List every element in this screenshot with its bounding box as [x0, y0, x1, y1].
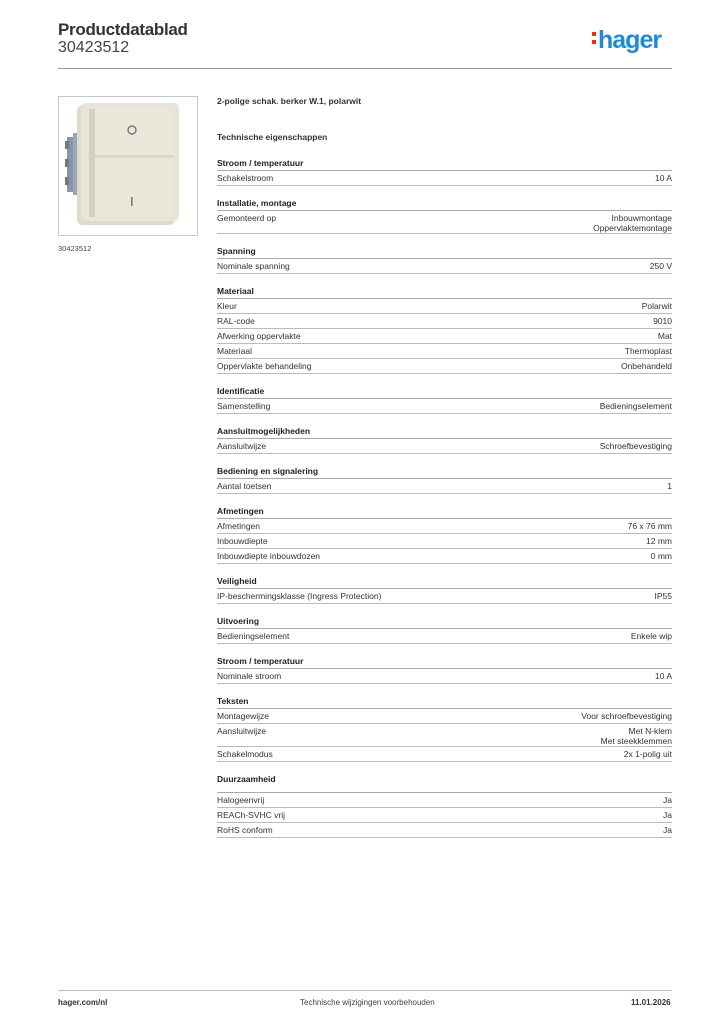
- spec-value: [667, 481, 672, 493]
- spec-label: Halogeenvrij: [217, 795, 265, 805]
- spec-value-line: Ja: [663, 795, 672, 805]
- spec-value: [581, 711, 672, 723]
- footer-divider: [58, 990, 672, 991]
- spec-label: Inbouwdiepte inbouwdozen: [217, 551, 321, 561]
- spec-group: [217, 158, 672, 186]
- spec-row: [217, 724, 672, 747]
- spec-value-line: Thermoplast: [624, 346, 672, 356]
- spec-group: [217, 616, 672, 644]
- spec-row: [217, 211, 672, 234]
- spec-row: [217, 344, 672, 359]
- spec-label: Schakelstroom: [217, 173, 274, 183]
- spec-group-title: Veiligheid: [217, 576, 672, 589]
- spec-value: [658, 331, 672, 343]
- spec-group-title: Installatie, montage: [217, 198, 672, 211]
- spec-value: [650, 261, 672, 273]
- product-image: [58, 96, 198, 236]
- spec-value: [625, 346, 672, 358]
- spec-row: [217, 549, 672, 564]
- document-title: Productdatablad: [58, 20, 188, 39]
- spec-value-line: Ja: [663, 825, 672, 835]
- spec-group: [217, 656, 672, 684]
- technical-properties-heading: Technische eigenschappen: [217, 132, 328, 142]
- spec-value-line: Mat: [657, 331, 672, 341]
- spec-group: [217, 696, 672, 762]
- spec-group: [217, 426, 672, 454]
- product-name: 2-polige schak. berker W.1, polarwit: [217, 96, 362, 106]
- spec-row: [217, 709, 672, 724]
- spec-value-line: 76 x 76 mm: [627, 521, 672, 531]
- spec-row: [217, 314, 672, 329]
- spec-group-title: Identificatie: [217, 386, 672, 399]
- spec-row: [217, 589, 672, 604]
- spec-label: Afmetingen: [217, 521, 260, 531]
- spec-row: [217, 823, 672, 838]
- spec-label: IP-beschermingsklasse (Ingress Protection): [217, 591, 382, 601]
- spec-value: [628, 521, 672, 533]
- spec-group: [217, 774, 672, 838]
- spec-value: [655, 671, 672, 683]
- spec-value-line: 1: [667, 481, 672, 491]
- spec-label: Gemonteerd op: [217, 213, 277, 223]
- spec-value: [631, 631, 672, 643]
- spec-groups: [217, 158, 672, 838]
- spec-value-line: 250 V: [649, 261, 672, 271]
- spec-value: [663, 795, 672, 807]
- spec-value: [655, 591, 673, 603]
- spec-value: [663, 810, 672, 822]
- spec-group-title: Uitvoering: [217, 616, 672, 629]
- spec-label: Aantal toetsen: [217, 481, 272, 491]
- spec-value: [642, 301, 672, 313]
- spec-label: Schakelmodus: [217, 749, 273, 759]
- spec-value-line: Ja: [663, 810, 672, 820]
- spec-row: [217, 534, 672, 549]
- spec-group-title: Materiaal: [217, 286, 672, 299]
- spec-row: [217, 793, 672, 808]
- spec-group-title: Stroom / temperatuur: [217, 656, 672, 669]
- spec-row: [217, 399, 672, 414]
- spec-value-line: Met N-klem: [628, 726, 672, 736]
- spec-row: [217, 299, 672, 314]
- spec-value-line: 10 A: [654, 671, 672, 681]
- spec-value-line: 12 mm: [646, 536, 672, 546]
- i-symbol-icon: [129, 195, 135, 209]
- logo-text: hager: [598, 26, 662, 54]
- spec-label: REACh-SVHC vrij: [217, 810, 286, 820]
- spec-value: [600, 441, 672, 453]
- logo-dots-icon: [592, 32, 596, 48]
- spec-value-line: Enkele wip: [630, 631, 672, 641]
- spec-value: [646, 536, 672, 548]
- spec-label: Bedieningselement: [217, 631, 290, 641]
- spec-row: [217, 629, 672, 644]
- spec-value-line: IP55: [654, 591, 672, 601]
- spec-value-line: 0 mm: [650, 551, 672, 561]
- spec-row: [217, 669, 672, 684]
- spec-label: Montagewijze: [217, 711, 269, 721]
- specifications: [217, 96, 672, 838]
- spec-value: [624, 749, 672, 761]
- spec-value: [593, 213, 672, 233]
- spec-value-line: Met steekklemmen: [600, 736, 672, 746]
- spec-group-title: Bediening en signalering: [217, 466, 672, 479]
- spec-row: [217, 479, 672, 494]
- image-caption: 30423512: [58, 244, 92, 253]
- spec-row: [217, 747, 672, 762]
- footer-website-link[interactable]: hager.com/nl: [58, 998, 108, 1007]
- o-symbol-icon: [125, 123, 139, 137]
- spec-label: RAL-code: [217, 316, 255, 326]
- spec-value-line: Schroefbevestiging: [599, 441, 672, 451]
- spec-group-title: Spanning: [217, 246, 672, 259]
- spec-value: [653, 316, 672, 328]
- spec-value-line: Polarwit: [641, 301, 672, 311]
- spec-group: [217, 198, 672, 234]
- spec-row: [217, 439, 672, 454]
- article-number: 30423512: [58, 39, 130, 56]
- spec-value: [655, 173, 672, 185]
- spec-group-title: Aansluitmogelijkheden: [217, 426, 672, 439]
- spec-row: [217, 329, 672, 344]
- spec-label: Nominale spanning: [217, 261, 290, 271]
- spec-value: [600, 401, 672, 413]
- spec-value-line: 9010: [653, 316, 672, 326]
- spec-value: [663, 825, 672, 837]
- spec-value-line: 2x 1-polig uit: [623, 749, 672, 759]
- spec-group: [217, 246, 672, 274]
- spec-value-line: Oppervlaktemontage: [593, 223, 672, 233]
- spec-group-title: Stroom / temperatuur: [217, 158, 672, 171]
- spec-group: [217, 506, 672, 564]
- spec-label: Inbouwdiepte: [217, 536, 268, 546]
- spec-row: [217, 519, 672, 534]
- spec-label: Materiaal: [217, 346, 252, 356]
- footer-disclaimer: Technische wijzigingen voorbehouden: [300, 998, 435, 1007]
- spec-value-line: Onbehandeld: [620, 361, 672, 371]
- spec-label: RoHS conform: [217, 825, 273, 835]
- spec-label: Aansluitwijze: [217, 441, 267, 451]
- spec-value-line: Voor schroefbevestiging: [581, 711, 672, 721]
- spec-group: [217, 576, 672, 604]
- spec-value: [621, 361, 672, 373]
- spec-label: Nominale stroom: [217, 671, 282, 681]
- spec-row: [217, 259, 672, 274]
- spec-row: [217, 359, 672, 374]
- header-divider: [58, 68, 672, 69]
- spec-value-line: Inbouwmontage: [611, 213, 672, 223]
- spec-group: [217, 286, 672, 374]
- switch-illustration: [59, 97, 197, 235]
- spec-label: Oppervlakte behandeling: [217, 361, 312, 371]
- spec-row: [217, 171, 672, 186]
- spec-value-line: Bedieningselement: [599, 401, 672, 411]
- footer-date: 11.01.2026: [631, 998, 671, 1007]
- spec-label: Afwerking oppervlakte: [217, 331, 301, 341]
- spec-group-title: Duurzaamheid: [217, 774, 672, 793]
- spec-group-title: Teksten: [217, 696, 672, 709]
- spec-label: Kleur: [217, 301, 237, 311]
- spec-row: [217, 808, 672, 823]
- hager-logo[interactable]: [592, 26, 661, 55]
- spec-value-line: 10 A: [654, 173, 672, 183]
- spec-value: [601, 726, 672, 746]
- spec-label: Samenstelling: [217, 401, 271, 411]
- spec-group-title: Afmetingen: [217, 506, 672, 519]
- spec-group: [217, 386, 672, 414]
- spec-group: [217, 466, 672, 494]
- spec-value: [651, 551, 672, 563]
- spec-label: Aansluitwijze: [217, 726, 267, 736]
